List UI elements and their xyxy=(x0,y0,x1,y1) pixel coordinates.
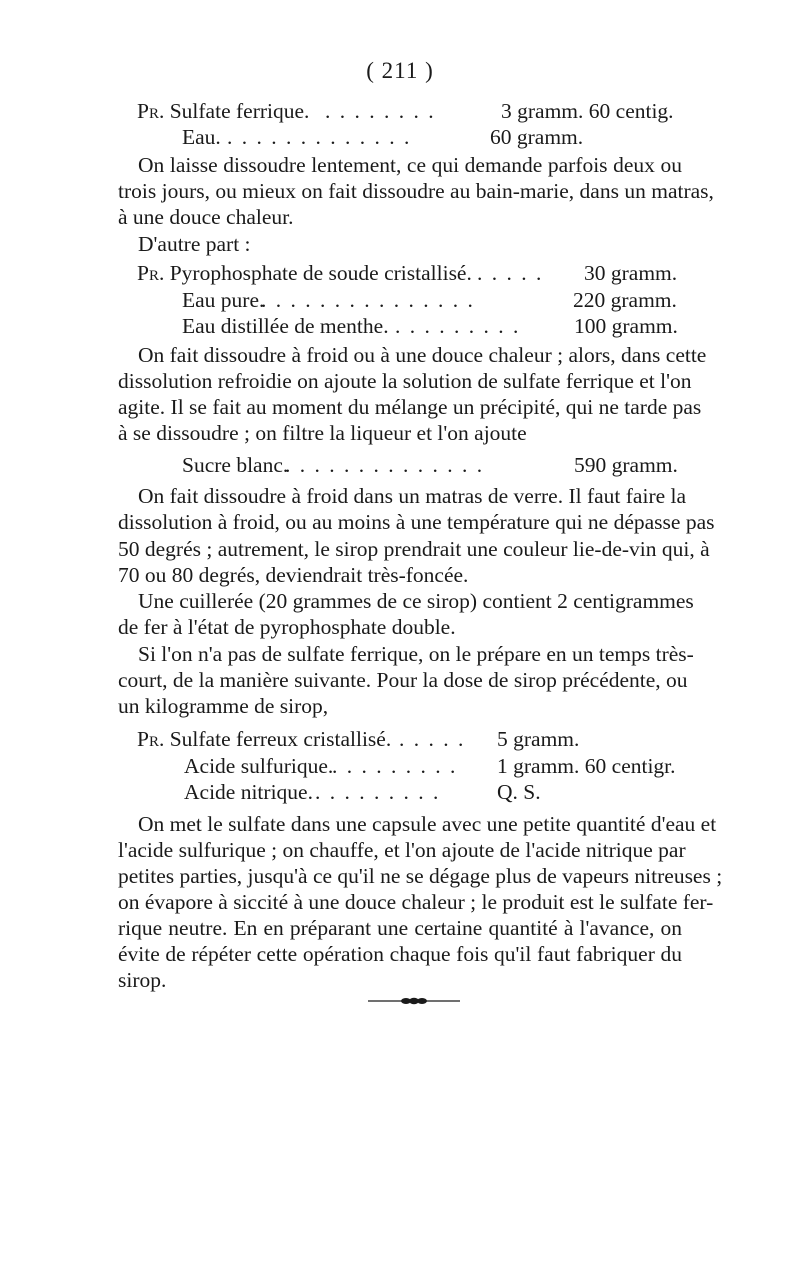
recipe-ingredient: Eau pure. xyxy=(182,288,265,312)
recipe-prefix: Pr. xyxy=(137,727,165,751)
leader-dots: . . . . . . . . . . . . . . xyxy=(285,453,485,477)
recipe-quantity: 60 gramm. xyxy=(490,125,584,149)
text-line: dissolution à froid, ou au moins à une température qui ne dépasse pas xyxy=(118,510,715,534)
text-line: rique neutre. En en préparant une certaine quantité à l'avance, on xyxy=(118,916,682,940)
recipe-prefix: Pr. xyxy=(137,261,165,285)
recipe-ingredient: Sucre blanc. xyxy=(182,453,289,477)
recipe-quantity: 220 gramm. xyxy=(573,288,677,312)
text-line: 70 ou 80 degrés, deviendrait très-foncée. xyxy=(118,563,469,587)
ornament-rule xyxy=(368,995,460,1007)
recipe-ingredient: Eau distillée de menthe. xyxy=(182,314,389,338)
text-line: trois jours, ou mieux on fait dissoudre au bain-marie, dans un matras, xyxy=(118,179,714,203)
text-line: D'autre part : xyxy=(138,232,251,256)
text-line: On fait dissoudre à froid dans un matras de verre. Il faut faire la xyxy=(138,484,687,508)
leader-dots: . . . . . . . . . xyxy=(315,780,441,804)
leader-dots: . . . . . . . . . . . . . . . xyxy=(261,288,475,312)
recipe-prefix: Pr. xyxy=(137,99,165,123)
recipe-ingredient: Acide nitrique. xyxy=(184,780,313,804)
leader-dots: . . . . . . . . . . . . . xyxy=(227,125,412,149)
recipe-quantity: 1 gramm. 60 centigr. xyxy=(497,754,676,778)
text-line: petites parties, jusqu'à ce qu'il ne se dégage plus de vapeurs nitreuses ; xyxy=(118,864,723,888)
leader-dots: . . . . . . . . xyxy=(325,99,436,123)
text-line: Une cuillerée (20 grammes de ce sirop) contient 2 centigrammes xyxy=(138,589,694,613)
text-line: à se dissoudre ; on filtre la liqueur et l'on ajoute xyxy=(118,421,527,445)
text-line: On laisse dissoudre lentement, ce qui demande parfois deux ou xyxy=(138,153,682,177)
text-line: On fait dissoudre à froid ou à une douce chaleur ; alors, dans cette xyxy=(138,343,707,367)
recipe-quantity: 30 gramm. xyxy=(584,261,678,285)
text-line: évite de répéter cette opération chaque fois qu'il faut fabriquer du xyxy=(118,942,682,966)
recipe-quantity: 100 gramm. xyxy=(574,314,678,338)
text-line: Si l'on n'a pas de sulfate ferrique, on le prépare en un temps très- xyxy=(138,642,694,666)
recipe-quantity: 3 gramm. 60 centig. xyxy=(501,99,674,123)
text-line: agite. Il se fait au moment du mélange un précipité, qui ne tarde pas xyxy=(118,395,702,419)
text-line: de fer à l'état de pyrophosphate double. xyxy=(118,615,456,639)
text-line: l'acide sulfurique ; on chauffe, et l'on ajoute de l'acide nitrique par xyxy=(118,838,686,862)
text-line: dissolution refroidie on ajoute la solution de sulfate ferrique et l'on xyxy=(118,369,692,393)
recipe-ingredient: Pyrophosphate de soude cristallisé. xyxy=(169,261,472,285)
recipe-ingredient: Acide sulfurique. xyxy=(184,754,334,778)
text-line: sirop. xyxy=(118,968,167,992)
page-number: ( 211 ) xyxy=(366,58,434,83)
recipe-ingredient: Sulfate ferrique. xyxy=(169,99,310,123)
leader-dots: . . . . . xyxy=(477,261,544,285)
leader-dots: . . . . . xyxy=(399,727,466,751)
recipe-quantity: 5 gramm. xyxy=(497,727,580,751)
leader-dots: . . . . . . . . . xyxy=(332,754,458,778)
text-line: à une douce chaleur. xyxy=(118,205,294,229)
recipe-ingredient: Sulfate ferreux cristallisé. xyxy=(169,727,392,751)
text-line: court, de la manière suivante. Pour la dose de sirop précédente, ou xyxy=(118,668,688,692)
text-line: un kilogramme de sirop, xyxy=(118,694,329,718)
recipe-quantity: Q. S. xyxy=(497,780,541,804)
recipe-quantity: 590 gramm. xyxy=(574,453,678,477)
leader-dots: . . . . . . . . . xyxy=(395,314,521,338)
text-line: 50 degrés ; autrement, le sirop prendrait une couleur lie-de-vin qui, à xyxy=(118,537,710,561)
recipe-ingredient: Eau. xyxy=(182,125,221,149)
text-line: on évapore à siccité à une douce chaleur ; le produit est le sulfate fer- xyxy=(118,890,714,914)
text-line: On met le sulfate dans une capsule avec une petite quantité d'eau et xyxy=(138,812,717,836)
